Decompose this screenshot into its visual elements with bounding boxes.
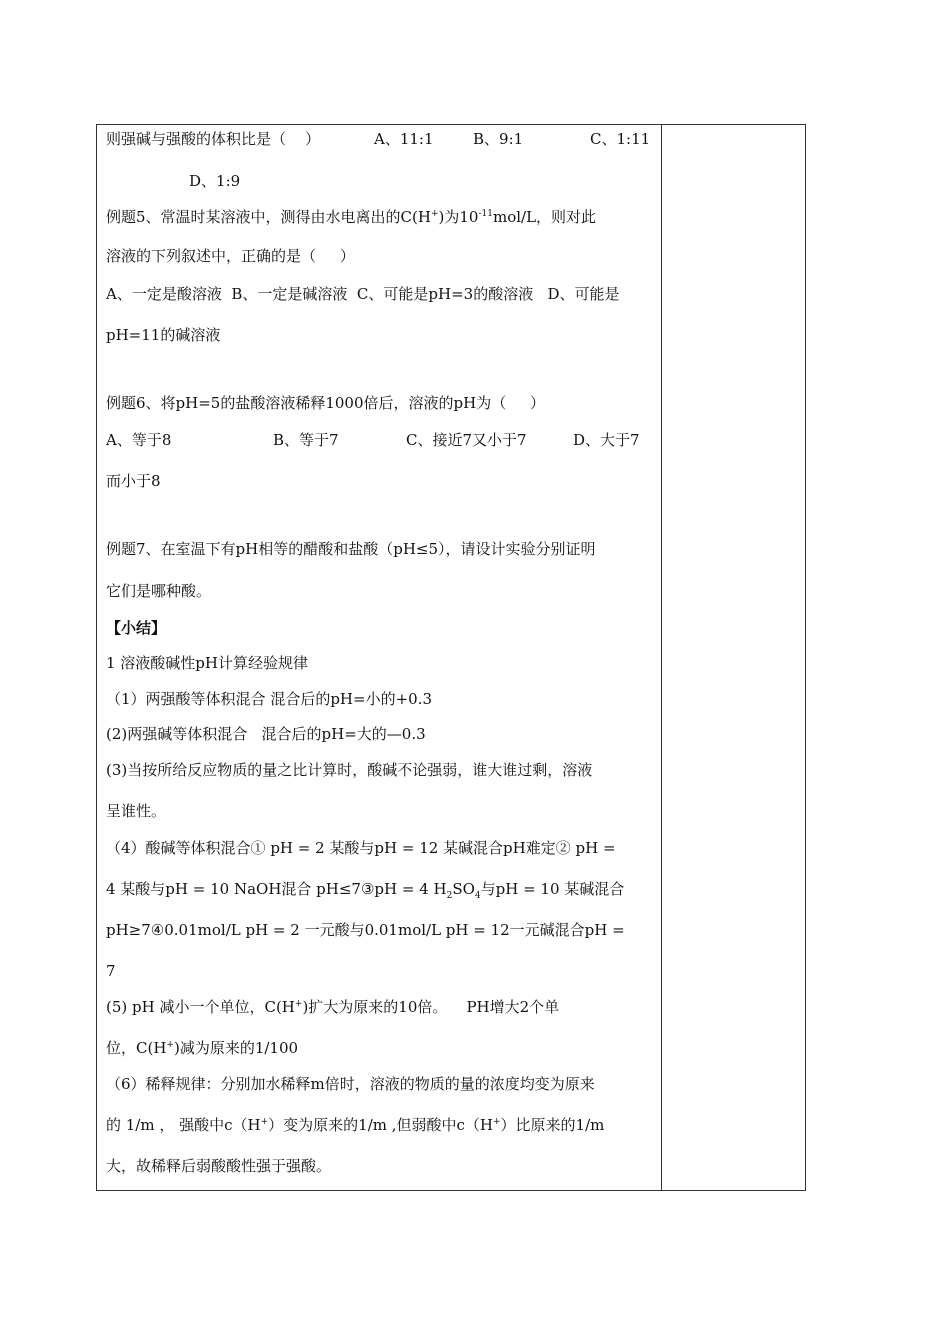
line-2: D、1:9 bbox=[189, 172, 241, 190]
line-15: (2)两强碱等体积混合 混合后的pH=大的—0.3 bbox=[106, 725, 426, 743]
example-6-line: 例题6、将pH=5的盐酸溶液稀释1000倍后，溶液的pH为（ ） bbox=[106, 394, 546, 412]
line-26: 大，故稀释后弱酸酸性强于强酸。 bbox=[106, 1157, 332, 1175]
line-1a: 则强碱与强酸的体积比是（ ） bbox=[106, 130, 321, 148]
line-8c: C、接近7又小于7 bbox=[406, 431, 527, 449]
line-8b: B、等于7 bbox=[273, 431, 339, 449]
line-11: 它们是哪种酸。 bbox=[106, 582, 212, 600]
line-1c: B、9:1 bbox=[473, 130, 524, 148]
line-1d: C、1:11 bbox=[590, 130, 651, 148]
summary-heading: 【小结】 bbox=[106, 619, 167, 637]
line-8d: D、大于7 bbox=[573, 431, 640, 449]
line-17: 呈谁性。 bbox=[106, 802, 167, 820]
worksheet-table bbox=[96, 124, 806, 1191]
line-20: pH≥7④0.01mol/L pH = 2 一元酸与0.01mol/L pH = 12一元碱混合pH = bbox=[106, 921, 625, 939]
line-9: 而小于8 bbox=[106, 472, 161, 490]
line-24: （6）稀释规律：分别加水稀释m倍时，溶液的物质的量的浓度均变为原来 bbox=[106, 1075, 595, 1093]
example-5-line: 例题5、常温时某溶液中，测得由水电离出的C(H+)为$10^{-11}mol/L$，则对此 bbox=[106, 208, 597, 226]
line-23: 位，C(H+)减为原来的1/100 bbox=[106, 1039, 299, 1057]
line-16: (3)当按所给反应物质的量之比计算时，酸碱不论强弱，谁大谁过剩，溶液 bbox=[106, 761, 593, 779]
example-7-line: 例题7、在室温下有pH相等的醋酸和盐酸（pH≤5），请设计实验分别证明 bbox=[106, 540, 596, 558]
line-22: (5) pH 减小一个单位，C(H+)扩大为原来的10倍。 PH增大2个单 bbox=[106, 998, 560, 1016]
line-1b: A、11:1 bbox=[374, 130, 434, 148]
line-21: 7 bbox=[106, 962, 116, 980]
line-14: （1）两强酸等体积混合 混合后的pH=小的+0.3 bbox=[106, 690, 432, 708]
column-divider bbox=[661, 125, 662, 1190]
line-6: pH=11的碱溶液 bbox=[106, 326, 221, 344]
line-18: （4）酸碱等体积混合① pH = 2 某酸与pH = 12 某碱混合pH难定② pH = bbox=[106, 839, 616, 857]
line-25: 的 1/m ， 强酸中c（H+）变为原来的1/m ,但弱酸中c（H+）比原来的1/m bbox=[106, 1116, 605, 1134]
line-8a: A、等于8 bbox=[106, 431, 172, 449]
line-5: A、一定是酸溶液 B、一定是碱溶液 C、可能是pH=3的酸溶液 D、可能是 bbox=[106, 285, 620, 303]
line-13: 1 溶液酸碱性pH计算经验规律 bbox=[106, 654, 308, 672]
line-19: 4 某酸与pH = 10 NaOH混合 pH≤7③pH = 4 $H_2SO_4$与pH = 10 某碱混合 bbox=[106, 880, 625, 901]
line-4: 溶液的下列叙述中，正确的是（ ） bbox=[106, 247, 355, 265]
